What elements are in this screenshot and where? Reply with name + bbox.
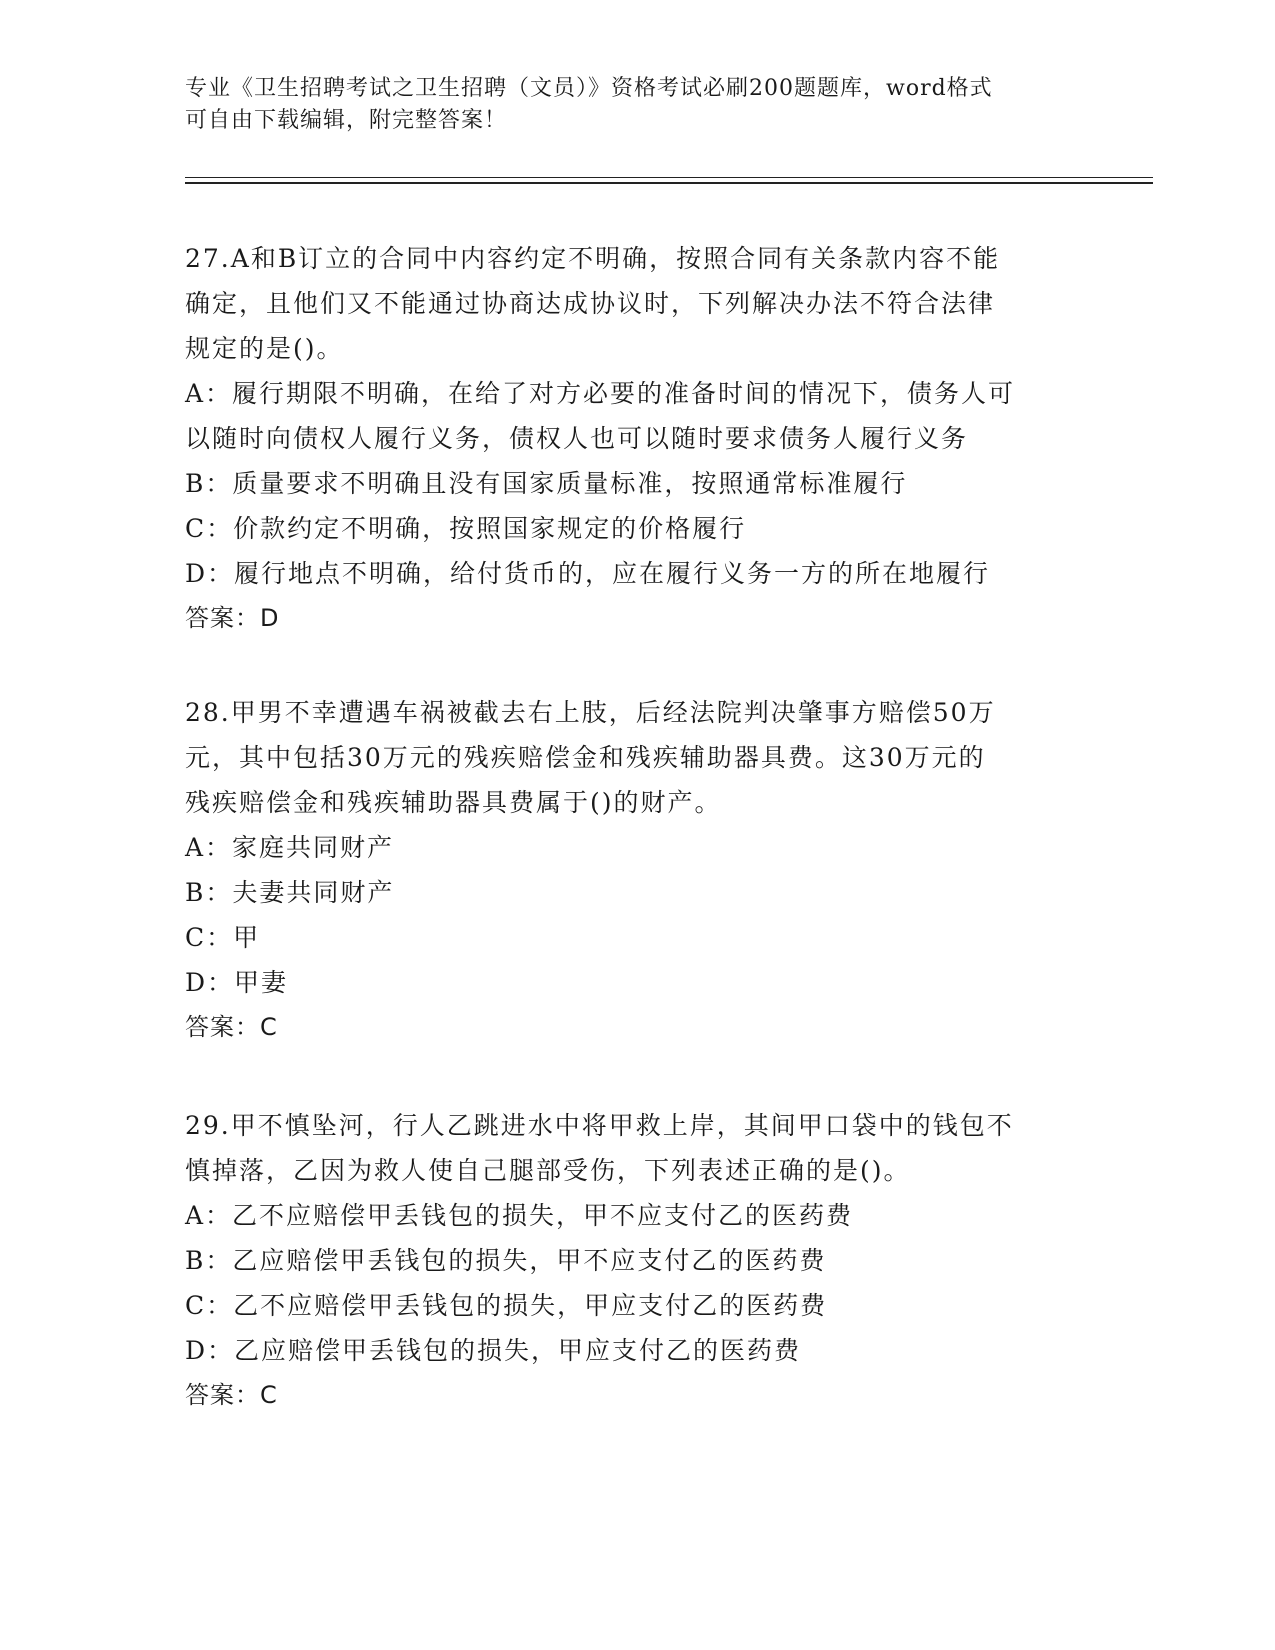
question-stem-line: 27.A和B订立的合同中内容约定不明确，按照合同有关条款内容不能: [185, 244, 1001, 273]
question-stem-line: 元，其中包括30万元的残疾赔偿金和残疾辅助器具费。这30万元的: [185, 743, 986, 772]
option-a: A：履行期限不明确，在给了对方必要的准备时间的情况下，债务人可: [185, 379, 1016, 408]
option-c: C：乙不应赔偿甲丢钱包的损失，甲应支付乙的医药费: [185, 1291, 828, 1320]
question-28: [185, 690, 1085, 1050]
question-29: [185, 1103, 1085, 1418]
option-b: B：质量要求不明确且没有国家质量标准，按照通常标准履行: [185, 469, 908, 498]
option-d: D：甲妻: [185, 968, 289, 997]
option-d: D：履行地点不明确，给付货币的，应在履行义务一方的所在地履行: [185, 559, 991, 588]
answer: 答案：C: [185, 1381, 278, 1409]
question-stem-line: 28.甲男不幸遭遇车祸被截去右上肢，后经法院判决肇事方赔偿50万: [185, 698, 996, 727]
option-c: C：价款约定不明确，按照国家规定的价格履行: [185, 514, 747, 543]
option-c: C：甲: [185, 923, 261, 952]
option-a-continued: 以随时向债权人履行义务，债权人也可以随时要求债务人履行义务: [185, 424, 969, 453]
question-stem-line: 规定的是()。: [185, 334, 344, 363]
header-divider: [185, 177, 1153, 184]
question-stem-line: 确定，且他们又不能通过协商达成协议时，下列解决办法不符合法律: [185, 289, 996, 318]
option-b: B：乙应赔偿甲丢钱包的损失，甲不应支付乙的医药费: [185, 1246, 827, 1275]
question-stem-line: 29.甲不慎坠河，行人乙跳进水中将甲救上岸，其间甲口袋中的钱包不: [185, 1111, 1014, 1140]
document-header: [185, 73, 1085, 137]
answer: 答案：C: [185, 1013, 278, 1041]
answer: 答案：D: [185, 604, 280, 632]
option-a: A：乙不应赔偿甲丢钱包的损失，甲不应支付乙的医药费: [185, 1201, 854, 1230]
option-d: D：乙应赔偿甲丢钱包的损失，甲应支付乙的医药费: [185, 1336, 802, 1365]
question-stem-line: 残疾赔偿金和残疾辅助器具费属于()的财产。: [185, 788, 722, 817]
option-b: B：夫妻共同财产: [185, 878, 395, 907]
option-a: A：家庭共同财产: [185, 833, 395, 862]
question-27: [185, 236, 1085, 641]
question-stem-line: 慎掉落，乙因为救人使自己腿部受伤，下列表述正确的是()。: [185, 1156, 911, 1185]
header-line-1: 专业《卫生招聘考试之卫生招聘（文员）》资格考试必刷200题题库，word格式: [185, 76, 993, 101]
header-line-2: 可自由下载编辑，附完整答案！: [185, 108, 508, 133]
